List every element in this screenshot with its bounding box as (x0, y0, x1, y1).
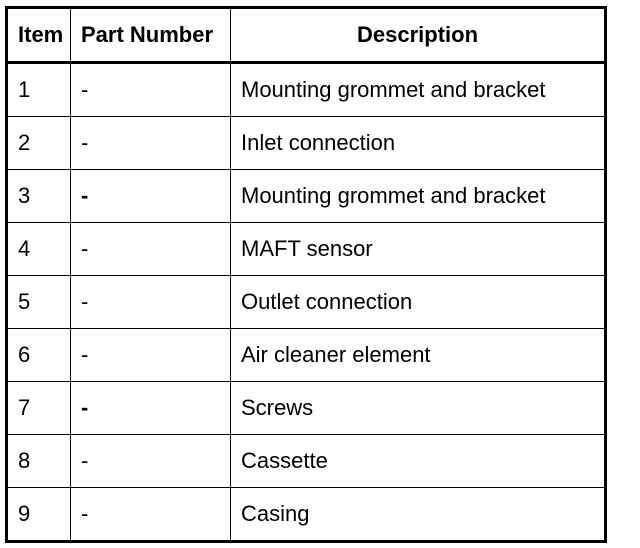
table-row (7, 170, 606, 223)
table-row (7, 488, 606, 542)
cell-part-number: - (71, 435, 231, 488)
table-row (7, 329, 606, 382)
cell-description: Outlet connection (231, 276, 606, 329)
cell-description: Cassette (231, 435, 606, 488)
table-row (7, 435, 606, 488)
cell-description: MAFT sensor (231, 223, 606, 276)
table-row (7, 276, 606, 329)
cell-part-number: - (71, 63, 231, 117)
cell-part-number: - (71, 382, 231, 435)
header-part-number: Part Number (71, 8, 231, 63)
cell-description: Air cleaner element (231, 329, 606, 382)
cell-item: 6 (7, 329, 71, 382)
cell-item: 5 (7, 276, 71, 329)
table-row (7, 382, 606, 435)
cell-part-number: - (71, 329, 231, 382)
table-row (7, 223, 606, 276)
parts-table (5, 6, 607, 543)
cell-part-number: - (71, 223, 231, 276)
header-row (7, 8, 606, 63)
table-body (7, 63, 606, 542)
table-row (7, 117, 606, 170)
cell-part-number: - (71, 488, 231, 542)
cell-item: 9 (7, 488, 71, 542)
cell-description: Mounting grommet and bracket (231, 170, 606, 223)
cell-item: 8 (7, 435, 71, 488)
cell-description: Screws (231, 382, 606, 435)
cell-part-number: - (71, 276, 231, 329)
table-header (7, 8, 606, 63)
cell-part-number: - (71, 170, 231, 223)
cell-item: 3 (7, 170, 71, 223)
header-description: Description (231, 8, 606, 63)
header-item: Item (7, 8, 71, 63)
cell-description: Mounting grommet and bracket (231, 63, 606, 117)
cell-item: 4 (7, 223, 71, 276)
cell-part-number: - (71, 117, 231, 170)
cell-item: 2 (7, 117, 71, 170)
cell-description: Casing (231, 488, 606, 542)
cell-item: 7 (7, 382, 71, 435)
table-row (7, 63, 606, 117)
cell-item: 1 (7, 63, 71, 117)
cell-description: Inlet connection (231, 117, 606, 170)
